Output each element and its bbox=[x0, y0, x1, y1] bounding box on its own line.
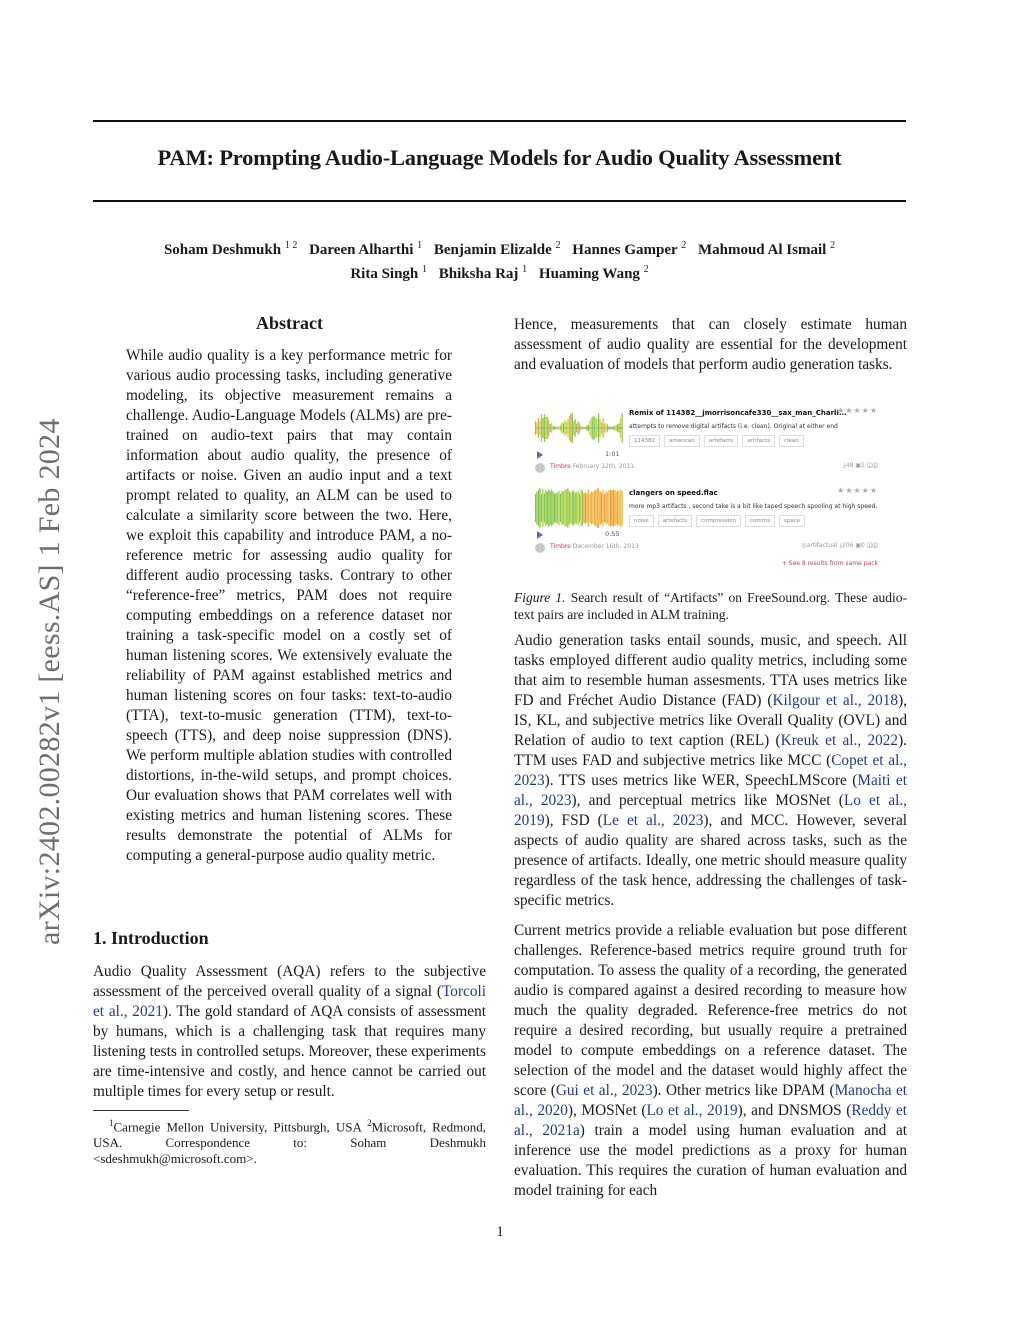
waveform-thumbnail[interactable] bbox=[535, 488, 623, 528]
tag[interactable]: comms bbox=[745, 515, 775, 527]
affiliation-footnote: $^1$Carnegie Mellon University, Pittsburgh, USA $^2$Microsoft, Redmond, USA. Correspondence to: Soham Deshmukh <sdeshmukh@microsoft.com>. bbox=[93, 1118, 486, 1167]
author-list bbox=[93, 236, 906, 284]
waveform-bar bbox=[560, 494, 561, 523]
citation-link[interactable]: Lo et al., 2019 bbox=[646, 1102, 738, 1119]
waveform-bar bbox=[586, 494, 587, 523]
author: Dareen Alharthi $^1$ bbox=[309, 240, 423, 258]
waveform-bar bbox=[570, 493, 571, 524]
waveform-bar bbox=[611, 490, 612, 526]
tag[interactable]: noise bbox=[629, 515, 654, 527]
waveform-bar bbox=[592, 492, 593, 523]
waveform-bar bbox=[541, 494, 542, 522]
waveform-bar bbox=[604, 494, 605, 522]
waveform-bar bbox=[613, 490, 614, 527]
intro-paragraph-1-continued: Hence, measurements that can closely estimate human assessment of audio quality are essential for the development and evaluation of models that perform audio generation tasks. bbox=[514, 316, 907, 373]
waveform-bar bbox=[598, 488, 599, 528]
waveform-bar bbox=[579, 494, 580, 523]
tag[interactable]: compression bbox=[696, 515, 741, 527]
waveform-bar bbox=[558, 491, 559, 526]
author: Bhiksha Raj $^1$ bbox=[438, 264, 528, 282]
figure-freesound-search-results bbox=[530, 402, 900, 570]
comment-icon: ▣ bbox=[855, 542, 862, 549]
waveform-bar bbox=[580, 489, 581, 526]
waveform-bar bbox=[585, 492, 586, 523]
title-rule-bottom bbox=[93, 200, 906, 202]
title-rule-top bbox=[93, 120, 906, 122]
waveform-bar bbox=[553, 492, 554, 525]
page-number: 1 bbox=[496, 1224, 504, 1240]
author: Huaming Wang $^2$ bbox=[538, 264, 649, 282]
download-icon: ⤓ bbox=[843, 462, 846, 469]
author: Mahmoud Al Ismail $^2$ bbox=[697, 240, 836, 258]
waveform-bar bbox=[556, 493, 557, 523]
waveform-bar bbox=[567, 488, 568, 527]
waveform-bar bbox=[619, 491, 620, 524]
waveform-bar bbox=[545, 490, 546, 525]
waveform-bar bbox=[601, 492, 602, 523]
waveform-bar bbox=[538, 490, 539, 527]
author: Hannes Gamper $^2$ bbox=[572, 240, 687, 258]
result-stats: ◎artifactual ⤓206 ▣0 ⓘⓈ bbox=[801, 542, 878, 549]
waveform-bar bbox=[588, 489, 589, 526]
tag[interactable]: clean bbox=[779, 435, 804, 447]
author: Rita Singh $^1$ bbox=[350, 264, 428, 282]
result-stats: ⤓48 ▣1 ⓘⓈ bbox=[843, 462, 878, 469]
tag[interactable]: space bbox=[779, 515, 805, 527]
abstract-text: While audio quality is a key performance metric for various audio processing tasks, including generative modeling, its objective measurement remains a challenge. Audio-Language Models (ALMs) are pre-trained on audio-text pairs that may contain information about audio quality, the presence of artifacts or noise. Given an audio input and a text prompt related to quality, an ALM can be used to calculate a similarity score between the two. Here, we exploit this capability and introduce PAM, a no-reference metric for assessing audio quality for different audio processing tasks. Contrary to other “reference-free” metrics, PAM does not require computing embeddings on a reference dataset nor training a task-specific model on a costly set of human listening scores. We extensively evaluate the reliability of PAM against established metrics and human listening scores on four tasks: text-to-audio (TTA), text-to-music generation (TTM), text-to-speech (TTS), and deep noise suppression (DNS). We perform multiple ablation studies with controlled distortions, in-the-wild setups, and prompt choices. Our evaluation shows that PAM correlates well with existing metrics and human listening scores. These results demonstrate the potential of ALMs for computing a general-purpose audio quality metric. bbox=[126, 347, 452, 864]
waveform-bar bbox=[548, 489, 549, 527]
license-icon: ⓘⓈ bbox=[866, 542, 878, 549]
uploader-info: Timbre December 16th, 2013 bbox=[550, 543, 639, 550]
waveform-bar bbox=[591, 492, 592, 524]
citation-link[interactable]: Gui et al., 2023 bbox=[555, 1082, 653, 1099]
waveform-bar bbox=[551, 489, 552, 526]
waveform-bar bbox=[602, 489, 603, 526]
duration: 0:55 bbox=[605, 530, 620, 538]
waveform-bar bbox=[610, 490, 611, 527]
waveform-bar bbox=[597, 488, 598, 528]
result-title[interactable]: Remix of 114382__jmorrisoncafe330__sax_man_Charli... bbox=[629, 409, 847, 417]
waveform-bar bbox=[575, 493, 576, 523]
comment-icon: ▣ bbox=[855, 462, 862, 469]
waveform-bar bbox=[564, 490, 565, 526]
waveform-thumbnail[interactable] bbox=[535, 408, 623, 448]
figure-caption: Figure 1. Search result of “Artifacts” on FreeSound.org. These audio-text pairs are included in ALM training. bbox=[514, 590, 907, 622]
result-description: more mp3 artifacts , second take is a bit like taped speech spooling at high speed. bbox=[629, 503, 878, 510]
search-result bbox=[530, 402, 900, 482]
tag[interactable]: 114382 bbox=[629, 435, 660, 447]
waveform-bar bbox=[561, 491, 562, 526]
search-result bbox=[530, 482, 900, 567]
result-title[interactable]: clangers on speed.flac bbox=[629, 489, 718, 497]
waveform-bar bbox=[607, 493, 608, 523]
intro-paragraph-3: Current metrics provide a reliable evaluation but pose different challenges. Reference-based metrics require ground truth for computation. To assess the quality of a recording, the generated audio is compared against a desired recording to measure how much the quality degraded. Reference-free metrics do not require a desired recording, but usually require a pretrained model to compute embeddings on a reference dataset. The selection of the model and the dataset would highly affect the score (Gui et al., 2023). Other metrics like DPAM (Manocha et al., 2020), MOSNet (Lo et al., 2019), and DNSMOS (Reddy et al., 2021a) train a model using human evaluation and at inference use the model predictions as a proxy for human evaluation. This requires the curation of human evaluation and model training for each bbox=[514, 922, 907, 1199]
citation-link[interactable]: Kreuk et al., 2022 bbox=[780, 732, 899, 749]
rating-stars-icon[interactable]: ★★★★★ bbox=[837, 486, 878, 495]
waveform-bar bbox=[566, 489, 567, 526]
citation-link[interactable]: Torcoli et al., 2021 bbox=[93, 983, 486, 1020]
play-icon[interactable] bbox=[537, 531, 543, 539]
pack-icon: ◎ bbox=[801, 542, 807, 549]
tag[interactable]: artefacts bbox=[704, 435, 739, 447]
waveform-bar bbox=[617, 490, 618, 525]
waveform-bar bbox=[616, 492, 617, 525]
waveform-bar bbox=[578, 491, 579, 526]
waveform-bar bbox=[595, 490, 596, 526]
waveform-bar bbox=[539, 488, 540, 527]
citation-link[interactable]: Reddy et al., 2021a bbox=[514, 1102, 907, 1139]
citation-link[interactable]: Copet et al., 2023 bbox=[514, 752, 907, 789]
section-heading-introduction: 1. Introduction bbox=[93, 928, 209, 948]
waveform-bar bbox=[600, 491, 601, 524]
author: Benjamin Elizalde $^2$ bbox=[433, 240, 561, 258]
waveform-bar bbox=[622, 491, 623, 526]
license-icon: ⓘⓈ bbox=[866, 462, 878, 469]
waveform-bar bbox=[589, 494, 590, 523]
uploader-link[interactable]: Timbre bbox=[550, 463, 571, 470]
tag[interactable]: artefacts bbox=[658, 515, 693, 527]
author: Soham Deshmukh $^{1 2}$ bbox=[163, 240, 298, 258]
avatar bbox=[535, 543, 545, 553]
waveform-bar bbox=[557, 493, 558, 524]
citation-link[interactable]: Lo et al., 2019 bbox=[514, 792, 908, 829]
avatar bbox=[535, 463, 545, 473]
pack-link[interactable]: artifactual bbox=[806, 542, 838, 549]
waveform-bar bbox=[594, 491, 595, 525]
waveform-bar bbox=[582, 490, 583, 525]
tag[interactable]: artifacts bbox=[742, 435, 775, 447]
citation-link[interactable]: Maiti et al., 2023 bbox=[514, 772, 907, 809]
paper-title: PAM: Prompting Audio-Language Models for Audio Quality Assessment bbox=[157, 145, 842, 170]
intro-paragraph-1: Audio Quality Assessment (AQA) refers to the subjective assessment of the perceived overall quality of a signal (Torcoli et al., 2021). The gold standard of AQA consists of assessment by humans, which is a challenging task that requires many listening tests in controlled setups. Moreover, these experiments are time-intensive and costly, and hence cannot be carried out multiple times for every setup or result. bbox=[93, 963, 486, 1100]
same-pack-link[interactable]: + See 8 results from same pack bbox=[781, 560, 878, 567]
waveform-bar bbox=[547, 491, 548, 524]
uploader-link[interactable]: Timbre bbox=[550, 543, 571, 550]
rating-stars-icon[interactable]: ★★★★★ bbox=[837, 406, 878, 415]
result-description: attempts to remove digital artifacts (i.e. clean). Original at either end bbox=[629, 423, 838, 430]
plus-icon: + bbox=[781, 560, 789, 567]
waveform-bar bbox=[572, 491, 573, 525]
citation-link[interactable]: Le et al., 2023 bbox=[602, 812, 704, 829]
waveform-bar bbox=[535, 494, 536, 522]
waveform-bar bbox=[550, 491, 551, 525]
waveform-bar bbox=[583, 493, 584, 523]
arxiv-stamp: arXiv:2402.00282v1 [eess.AS] 1 Feb 2024 bbox=[33, 418, 66, 945]
tag[interactable]: american bbox=[664, 435, 700, 447]
waveform-bar bbox=[569, 491, 570, 524]
waveform-bar bbox=[576, 492, 577, 524]
play-icon[interactable] bbox=[537, 451, 543, 459]
waveform-bar bbox=[605, 492, 606, 525]
waveform-bar bbox=[554, 494, 555, 522]
waveform-bar bbox=[573, 490, 574, 525]
waveform-bar bbox=[542, 489, 543, 527]
waveform-bar bbox=[544, 493, 545, 522]
abstract-heading: Abstract bbox=[256, 313, 323, 333]
waveform-bar bbox=[536, 491, 537, 524]
tag-list bbox=[629, 515, 805, 527]
waveform-bar bbox=[614, 490, 615, 526]
tag-list bbox=[629, 435, 804, 447]
waveform-bar bbox=[608, 490, 609, 526]
footnote-divider bbox=[93, 1110, 189, 1111]
waveform-bar bbox=[620, 489, 621, 526]
uploader-info: Timbre February 12th, 2011 bbox=[550, 463, 635, 470]
duration: 1:01 bbox=[605, 450, 620, 458]
citation-link[interactable]: Manocha et al., 2020 bbox=[514, 1082, 907, 1119]
waveform-bar bbox=[563, 491, 564, 524]
citation-link[interactable]: Kilgour et al., 2018 bbox=[772, 692, 899, 709]
download-icon: ⤓ bbox=[839, 542, 842, 549]
intro-paragraph-2: Audio generation tasks entail sounds, music, and speech. All tasks employed different audio quality metrics, including some that aim to resemble human assesments. TTA uses metrics like FD and Fréchet Audio Distance (FAD) (Kilgour et al., 2018), IS, KL, and subjective metrics like Overall Quality (OVL) and Relation of audio to text caption (REL) (Kreuk et al., 2022). TTM uses FAD and subjective metrics like MCC (Copet et al., 2023). TTS uses metrics like WER, SpeechLMScore (Maiti et al., 2023), and perceptual metrics like MOSNet (Lo et al., 2019), FSD (Le et al., 2023), and MCC. However, several aspects of audio quality are shared across tasks, such as the presence of artifacts. Ideally, one metric should measure quality regardless of the task hence, addressing the challenges of task-specific metrics. bbox=[514, 632, 908, 909]
